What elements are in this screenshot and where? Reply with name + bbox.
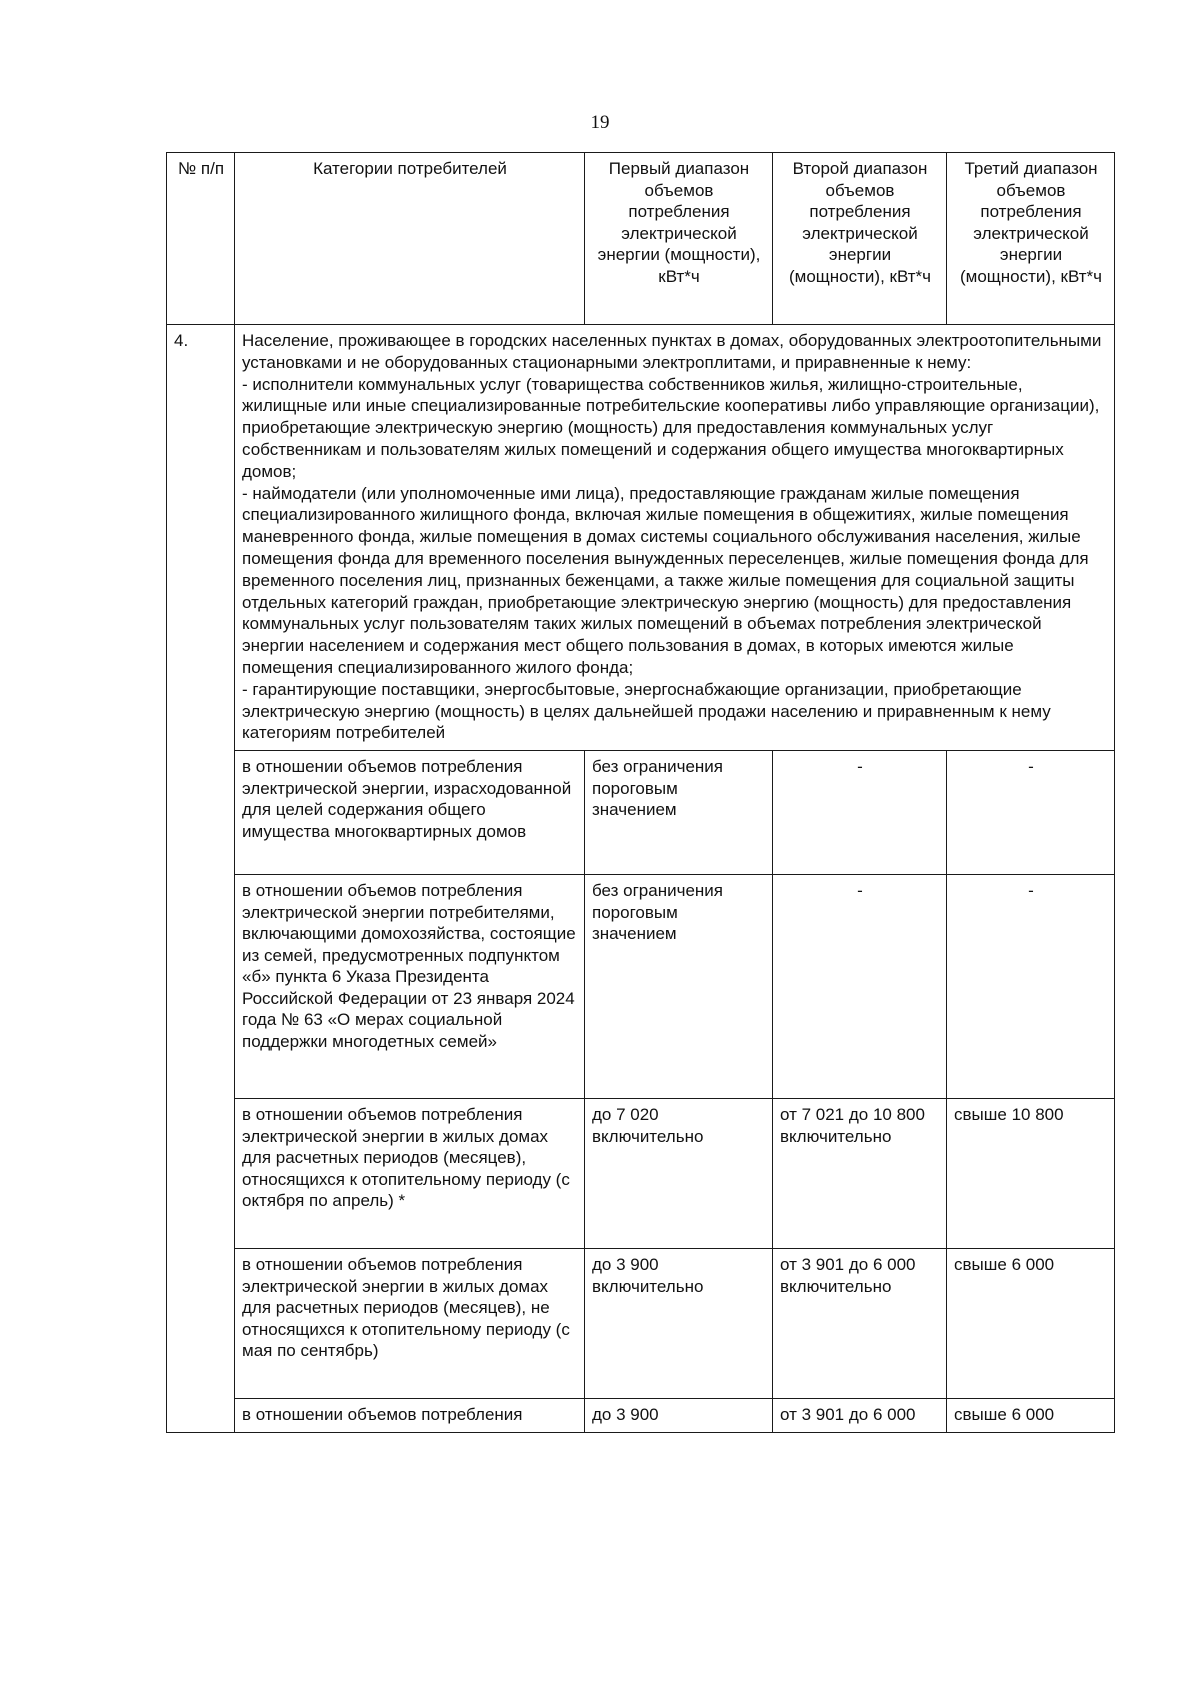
- intro-paragraph: - гарантирующие поставщики, энергосбытовые, энергоснабжающие организации, приобретающие электрическую энергию (мощность) в целях дальнейшей продажи населению и приравненным к нему категориям потребителей: [242, 679, 1051, 743]
- row-category: в отношении объемов потребления электрической энергии потребителями, включающими домохозяйства, состоящие из семей, предусмотренных подпунктом «б» пункта 6 Указа Президента Российской Федерации от 23 января 2024 года № 63 «О мерах социальной поддержки многодетных семей»: [235, 875, 585, 1099]
- row-category: в отношении объемов потребления электрической энергии, израсходованной для целей содержания общего имущества многоквартирных домов: [235, 751, 585, 875]
- table-row: [167, 875, 1115, 1099]
- row-range1: до 3 900 включительно: [585, 1249, 773, 1399]
- row-category: в отношении объемов потребления электрической энергии в жилых домах для расчетных периодов (месяцев), не относящихся к отопительному периоду (с мая по сентябрь): [235, 1249, 585, 1399]
- intro-paragraph: - наймодатели (или уполномоченные ими лица), предоставляющие гражданам жилые помещения специализированного жилищного фонда, включая жилые помещения в общежитиях, жилые помещения маневренного фонда, жилые помещения в домах системы социального обслуживания населения, жилые помещения фонда для временного поселения вынужденных переселенцев, жилые помещения фонда для временного поселения лиц, признанных беженцами, а также жилые помещения для социальной защиты отдельных категорий граждан, приобретающие электрическую энергию (мощность) для предоставления коммунальных услуг пользователям таких жилых помещений в объемах потребления электрической энергии населением и содержания мест общего пользования в домах, в которых имеются жилые помещения специализированного жилого фонда;: [242, 483, 1089, 677]
- row-range2: -: [773, 875, 947, 1099]
- header-category: Категории потребителей: [235, 153, 585, 325]
- intro-paragraph: Население, проживающее в городских населенных пунктах в домах, оборудованных электроотопительными установками и не оборудованных стационарными электроплитами, и приравненные к нему:: [242, 331, 1102, 372]
- row-range2: -: [773, 751, 947, 875]
- row-category: в отношении объемов потребления: [235, 1399, 585, 1433]
- row-range3: -: [947, 751, 1115, 875]
- tariff-table: [166, 152, 1115, 1433]
- row-range3: свыше 10 800: [947, 1099, 1115, 1249]
- section-intro-row: [167, 325, 1115, 751]
- row-range3: -: [947, 875, 1115, 1099]
- row-range3: свыше 6 000: [947, 1399, 1115, 1433]
- table-row: [167, 751, 1115, 875]
- table-row: [167, 1399, 1115, 1433]
- table-row: [167, 1249, 1115, 1399]
- section-intro: [235, 325, 1115, 751]
- page-number: 19: [590, 112, 610, 133]
- header-num: № п/п: [167, 153, 235, 325]
- header-range2: Второй диапазон объемов потребления электрической энергии (мощности), кВт*ч: [773, 153, 947, 325]
- row-range2: от 3 901 до 6 000 включительно: [773, 1249, 947, 1399]
- section-number: 4.: [167, 325, 235, 1433]
- table-header-row: [167, 153, 1115, 325]
- row-range2: от 3 901 до 6 000: [773, 1399, 947, 1433]
- row-range1: без ограничения пороговым значением: [585, 875, 773, 1099]
- row-range1: без ограничения пороговым значением: [585, 751, 773, 875]
- row-range1: до 3 900: [585, 1399, 773, 1433]
- intro-paragraph: - исполнители коммунальных услуг (товарищества собственников жилья, жилищно-строительные, жилищные или иные специализированные потребительские кооперативы либо управляющие организации), приобретающие электрическую энергию (мощность) для предоставления коммунальных услуг собственникам и пользователям жилых помещений и содержания общего имущества многоквартирных домов;: [242, 374, 1100, 481]
- row-range3: свыше 6 000: [947, 1249, 1115, 1399]
- row-range1: до 7 020 включительно: [585, 1099, 773, 1249]
- header-range1: Первый диапазон объемов потребления электрической энергии (мощности), кВт*ч: [585, 153, 773, 325]
- table-row: [167, 1099, 1115, 1249]
- header-range3: Третий диапазон объемов потребления электрической энергии (мощности), кВт*ч: [947, 153, 1115, 325]
- row-category: в отношении объемов потребления электрической энергии в жилых домах для расчетных периодов (месяцев), относящихся к отопительному периоду (с октября по апрель) *: [235, 1099, 585, 1249]
- row-range2: от 7 021 до 10 800 включительно: [773, 1099, 947, 1249]
